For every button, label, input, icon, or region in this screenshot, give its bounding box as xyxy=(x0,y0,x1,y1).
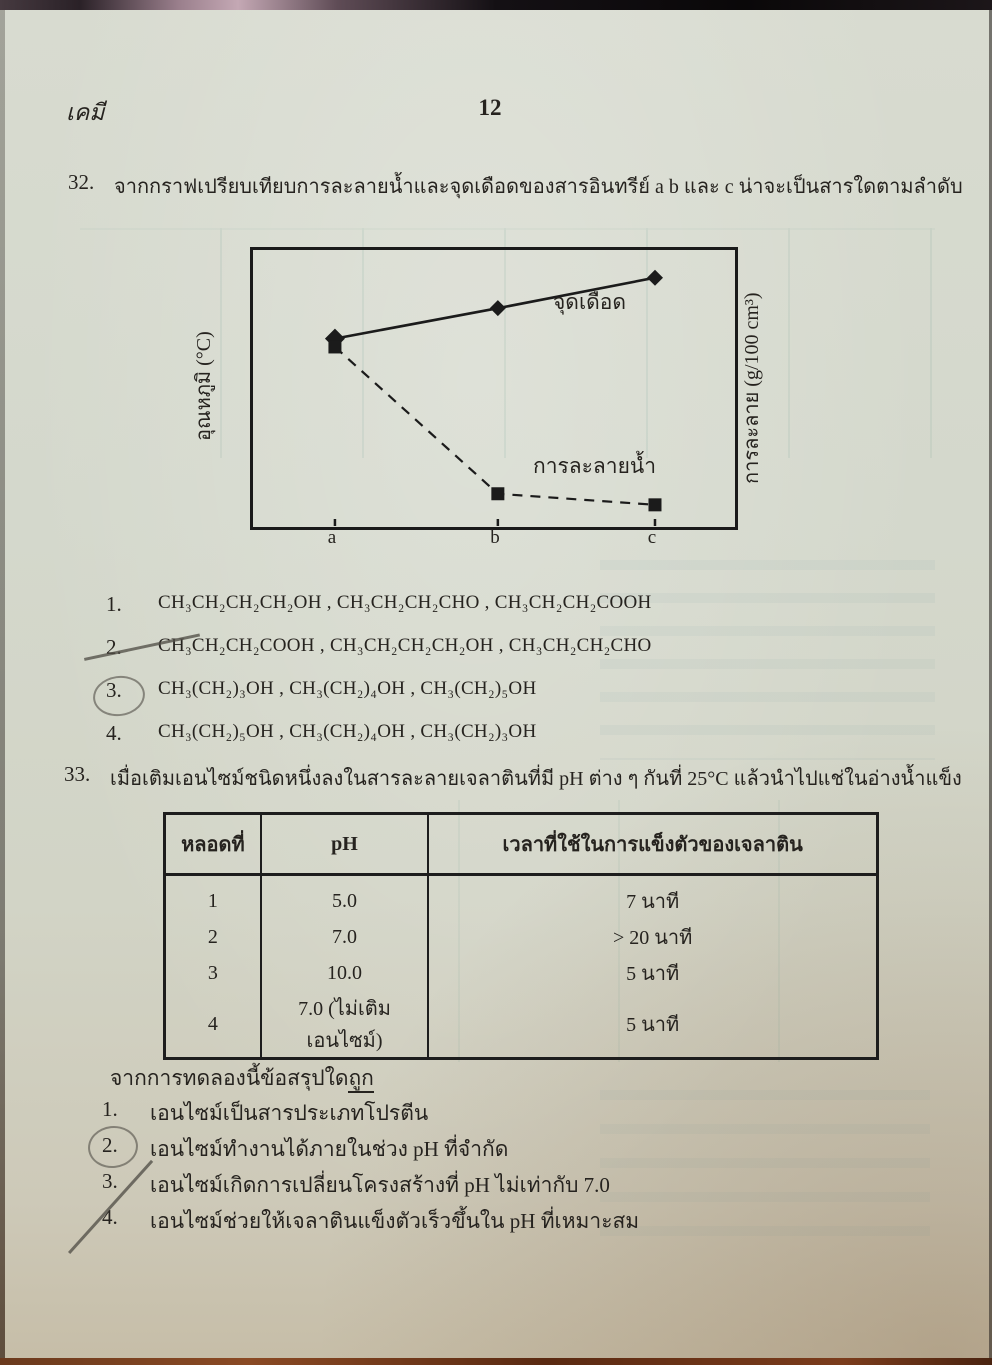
table-row xyxy=(165,991,878,1059)
table-cell: 1 xyxy=(207,889,218,912)
bleed-through-text-middle xyxy=(600,560,935,760)
x-tick-label-c: c xyxy=(647,527,657,548)
table-cell: 4 xyxy=(207,1012,218,1035)
q32-option-1-formula: CH₃CH₂CH₂CH₂OH , CH₃CH₂CH₂CHO , CH₃CH₂CH₂COOH xyxy=(158,592,652,613)
q33-option-1-number: 1. xyxy=(102,1097,118,1121)
y-axis-right-label: การละลาย (g/100 cm³) xyxy=(741,292,763,484)
q32-option-4-number: 4. xyxy=(106,721,122,745)
q33-option-3-number: 3. xyxy=(102,1169,118,1193)
bleed-through-text-bottom xyxy=(600,1090,930,1258)
table-cell: 5 นาที xyxy=(428,991,877,1059)
table-cell: 7 นาที xyxy=(428,875,877,920)
table-cell: 7.0 (ไม่เติมเอนไซม์) xyxy=(261,991,429,1059)
q32-question-text: จากกราฟเปรียบเทียบการละลายน้ำและจุดเดือดของสารอินทรีย์ a b และ c น่าจะเป็นสารใดตามลำดับ xyxy=(114,176,963,198)
scan-edge-left xyxy=(0,10,5,1358)
table-cell: 3 xyxy=(207,961,218,984)
table-header-tube: หลอดที่ xyxy=(165,814,261,875)
table-cell: > 20 นาที xyxy=(428,919,877,955)
table-cell: 10.0 xyxy=(261,955,429,991)
table-cell: 5.0 xyxy=(261,875,429,920)
q33-option-1-text: เอนไซม์เป็นสารประเภทโปรตีน xyxy=(150,1101,429,1125)
table-cell: 5 นาที xyxy=(428,955,877,991)
table-row xyxy=(165,919,878,955)
page-number: 12 xyxy=(478,95,502,120)
q32-chart xyxy=(250,247,738,530)
q32-option-1-number: 1. xyxy=(106,592,122,616)
scan-edge-bottom xyxy=(0,1358,992,1365)
x-tick-label-a: a xyxy=(327,527,337,548)
y-axis-left-label: อุณหภูมิ (°C) xyxy=(193,331,215,442)
pen-circle-q33-option-2 xyxy=(86,1124,140,1171)
q33-option-2-number: 2. xyxy=(102,1133,118,1157)
q32-option-3-number: 3. xyxy=(106,678,122,702)
q33-question-text: เมื่อเติมเอนไซม์ชนิดหนึ่งลงในสารละลายเจลาตินที่มี pH ต่าง ๆ กันที่ 25°C แล้วนำไปแช่ในอ่างน้ำแข็ง xyxy=(110,768,962,790)
table-cell: 2 xyxy=(207,925,218,948)
q32-option-2-formula: CH₃CH₂CH₂COOH , CH₃CH₂CH₂CH₂OH , CH₃CH₂CH₂CHO xyxy=(158,635,652,656)
water-solubility-series-label: การละลายน้ำ xyxy=(533,454,657,478)
table-cell: 7.0 xyxy=(261,919,429,955)
q32-chart-svg xyxy=(253,250,735,527)
series-0-marker xyxy=(490,300,506,316)
subject-label: เคมี xyxy=(66,100,105,125)
gelatin-experiment-table xyxy=(163,812,879,1060)
series-1-marker xyxy=(491,487,504,500)
series-1-marker xyxy=(328,340,341,353)
q33-option-4-text: เอนไซม์ช่วยให้เจลาตินแข็งตัวเร็วขึ้นใน pH ที่เหมาะสม xyxy=(150,1209,640,1233)
series-0-marker xyxy=(647,270,663,286)
table-header-ph: pH xyxy=(261,814,429,875)
q33-number: 33. xyxy=(64,762,91,786)
boiling-point-series-label: จุดเดือด xyxy=(553,290,627,314)
scan-edge-top xyxy=(0,0,992,10)
q33-conclusion-prompt-underlined-word: ถูก xyxy=(348,1066,373,1093)
q33-conclusion-prompt xyxy=(110,1062,374,1095)
table-row xyxy=(165,955,878,991)
q33-option-4-number: 4. xyxy=(102,1205,118,1229)
pen-circle-q32-option-3 xyxy=(90,673,147,720)
table-header-row xyxy=(165,814,878,875)
q32-option-3-formula: CH₃(CH₂)₃OH , CH₃(CH₂)₄OH , CH₃(CH₂)₅OH xyxy=(158,678,537,699)
table-row xyxy=(165,875,878,920)
q33-option-2-text: เอนไซม์ทำงานได้ภายในช่วง pH ที่จำกัด xyxy=(150,1137,509,1161)
q32-option-4-formula: CH₃(CH₂)₅OH , CH₃(CH₂)₄OH , CH₃(CH₂)₃OH xyxy=(158,721,537,742)
q33-conclusion-prompt-text: จากการทดลองนี้ข้อสรุปใด xyxy=(110,1066,349,1090)
x-tick-label-b: b xyxy=(490,527,500,548)
table-header-time: เวลาที่ใช้ในการแข็งตัวของเจลาติน xyxy=(428,814,877,875)
q33-option-3-text: เอนไซม์เกิดการเปลี่ยนโครงสร้างที่ pH ไม่เท่ากับ 7.0 xyxy=(150,1173,610,1197)
q32-number: 32. xyxy=(68,170,95,194)
q32-option-2-number: 2. xyxy=(106,635,122,659)
series-1-marker xyxy=(648,498,661,511)
